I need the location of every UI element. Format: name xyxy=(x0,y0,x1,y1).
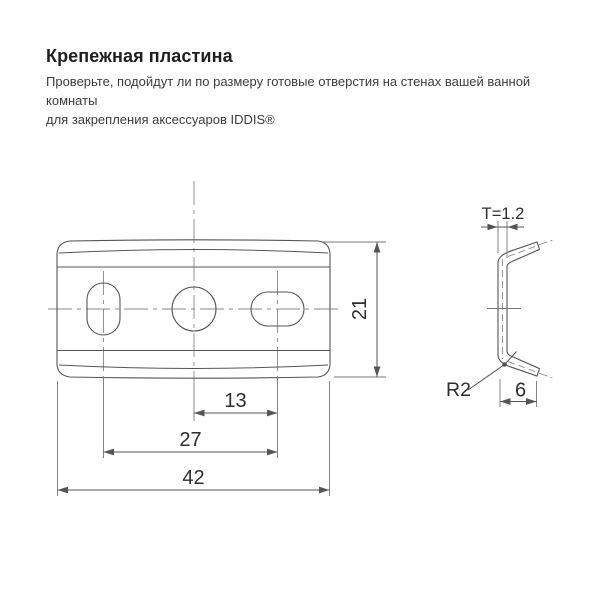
arrow-right-icon xyxy=(267,410,278,417)
plate-top-bend-edge xyxy=(59,250,328,254)
arrow-right-icon xyxy=(488,224,498,230)
dim-label-13: 13 xyxy=(224,390,247,412)
profile-outline xyxy=(498,242,540,376)
dim-label-27: 27 xyxy=(179,429,202,451)
arrow-left-icon xyxy=(194,410,205,417)
arrow-up-icon xyxy=(374,242,381,253)
dimension-thickness xyxy=(481,205,524,258)
leader-line xyxy=(468,352,517,391)
arrow-down-icon xyxy=(374,367,381,378)
plate-bottom-bend-edge xyxy=(59,365,328,369)
arrow-left-icon xyxy=(58,487,69,494)
front-view xyxy=(48,181,386,496)
dimension-pitch-13 xyxy=(194,390,278,416)
radius-callout xyxy=(446,352,517,402)
arrow-right-icon xyxy=(319,487,330,494)
dimension-flange-depth-6 xyxy=(500,379,537,407)
description-line-1: Проверьте, подойдут ли по размеру готовые отверстия на стенах вашей ванной комнаты xyxy=(46,74,531,108)
dim-label-6: 6 xyxy=(514,379,527,402)
page-title: Крепежная пластина xyxy=(46,46,233,66)
dim-label-42: 42 xyxy=(182,467,205,489)
description-line-2: для закрепления аксессуаров IDDIS® xyxy=(46,112,275,127)
arrow-left-icon xyxy=(104,449,115,456)
dim-label-21: 21 xyxy=(349,297,371,321)
leader-dot xyxy=(502,362,507,367)
side-view xyxy=(446,205,555,407)
bottom-flange-axis-extension xyxy=(539,373,555,379)
arrow-right-icon xyxy=(267,449,278,456)
dim-label-radius: R2 xyxy=(446,379,471,401)
arrow-right-icon xyxy=(526,398,537,405)
dimension-height-21 xyxy=(322,242,386,377)
top-flange-axis-extension xyxy=(539,239,555,245)
dim-label-thickness: T=1.2 xyxy=(481,205,525,223)
arrow-left-icon xyxy=(500,398,511,405)
arrow-left-icon xyxy=(508,224,518,230)
dimension-width-42 xyxy=(58,467,330,493)
dimension-pitch-27 xyxy=(104,429,278,455)
